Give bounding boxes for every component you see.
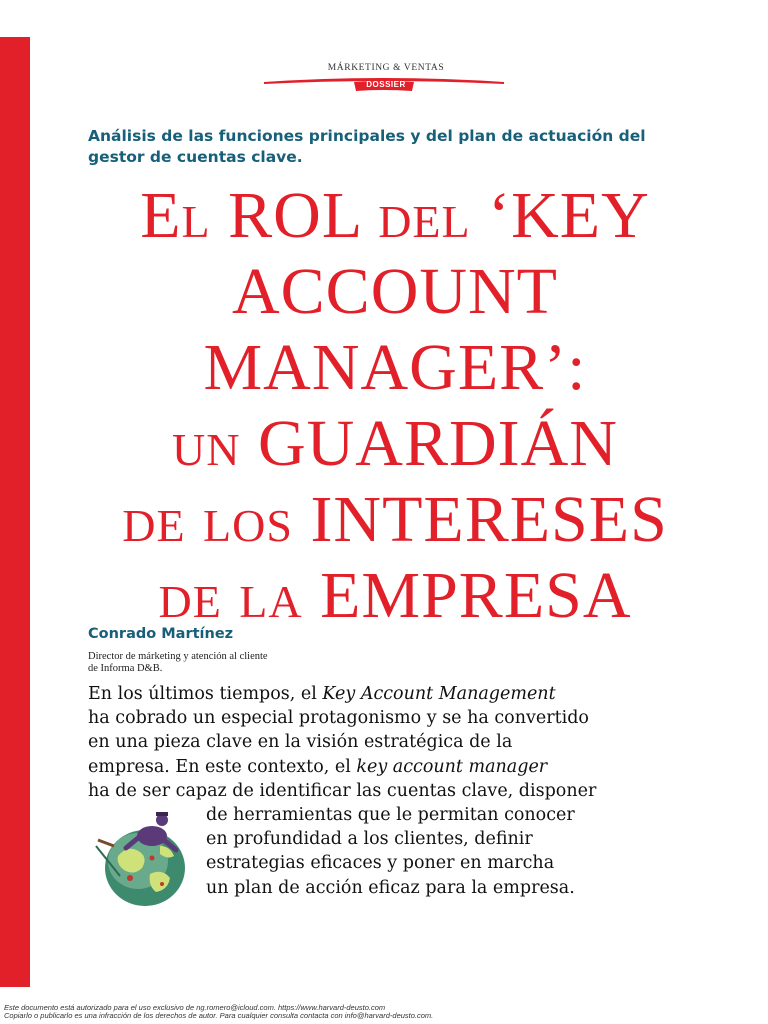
intro-text: En los últimos tiempos, el	[88, 684, 323, 704]
dossier-tag: DOSSIER	[366, 80, 406, 89]
intro-line: en una pieza clave en la visión estratégica de la	[88, 732, 513, 753]
article-subtitle: Análisis de las funciones principales y del plan de actuación del gestor de cuentas clave.	[88, 127, 646, 166]
intro-line	[88, 682, 728, 706]
intro-line: de herramientas que le permitan conocer	[206, 805, 575, 826]
headline-line: El ROL del ‘KEY	[140, 179, 650, 252]
intro-emphasis: key account manager	[356, 756, 548, 777]
intro-text: empresa. En este contexto, el	[88, 756, 357, 777]
intro-emphasis: Key Account Management	[322, 684, 556, 704]
footer-line: Este documento está autorizado para el uso exclusivo de ng.romero@icloud.com. https://www.harvard-deusto.com	[4, 1003, 386, 1012]
copyright-footer	[4, 1004, 564, 1020]
headline-line: MANAGER’:	[203, 331, 587, 404]
headline-line: de la EMPRESA	[158, 559, 632, 632]
intro-line: en profundidad a los clientes, definir	[206, 829, 533, 850]
headline-line: de los INTERESES	[122, 483, 668, 556]
intro-line: ha cobrado un especial protagonismo y se ha convertido	[88, 708, 589, 729]
intro-line: ha de ser capaz de identificar las cuentas clave, disponer	[88, 780, 597, 801]
headline-line: ACCOUNT	[231, 255, 558, 328]
author-name: Conrado Martínez	[88, 626, 234, 642]
intro-line	[88, 755, 728, 779]
author-role	[88, 651, 348, 675]
author-role-line: de Informa D&B.	[88, 663, 163, 674]
headline-line: un GUARDIÁN	[172, 407, 618, 480]
globe-with-figure-icon	[90, 806, 200, 910]
author-role-line: Director de márketing y atención al cliente	[88, 651, 268, 662]
intro-line: estrategias eficaces y poner en marcha	[206, 853, 555, 874]
section-label: MÁRKETING & VENTAS	[327, 63, 445, 73]
article-headline	[40, 178, 750, 634]
margin-red-bar	[0, 37, 30, 987]
footer-line: Copiarlo o publicarlo es una infracción de los derechos de autor. Para cualquier consulta contacta con info@harvard-deusto.com.	[4, 1011, 434, 1020]
intro-line: un plan de acción eficaz para la empresa.	[206, 877, 575, 898]
